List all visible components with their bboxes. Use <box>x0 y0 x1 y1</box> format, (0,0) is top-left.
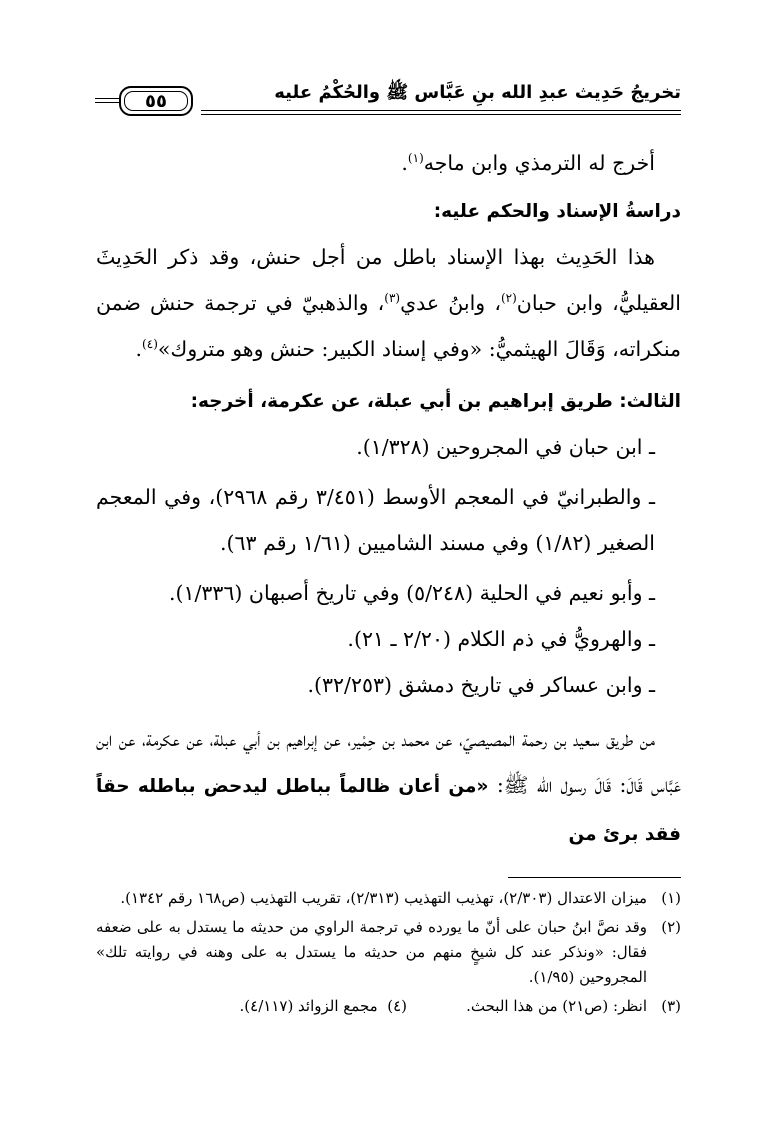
footnote-ref-1: (١) <box>407 151 424 166</box>
footnote-3: انظر: (ص٢١) من هذا البحث. <box>466 997 647 1015</box>
running-title: تخريجُ حَدِيث عبدِ الله بنِ عَبَّاس ﷺ والحُكْمُ عليه <box>274 82 681 103</box>
footnote-separator <box>508 877 681 878</box>
header-rule-bottom <box>201 114 681 115</box>
page-number-box <box>119 86 193 116</box>
footnotes <box>96 886 681 1023</box>
footnote-3-4 <box>96 994 681 1019</box>
footnote-4: مجمع الزوائد (٤/١١٧). <box>239 997 378 1015</box>
footnote-3-num: (٣) <box>661 997 681 1015</box>
footnote-ref-2: (٢) <box>500 291 517 306</box>
source-item-4: ـ والهرويُّ في ذم الكلام (٢/٢٠ ـ ٢١). <box>347 627 655 651</box>
section-heading-third-path: الثالث: طريق إبراهيم بن أبي عبلة، عن عكرمة، أخرجه: <box>190 391 681 412</box>
paragraph-1: أخرج له الترمذي وابن ماجه$^{(١)}$. <box>401 151 655 175</box>
section-heading-study: دراسةُ الإسناد والحكم عليه: <box>433 201 681 222</box>
source-item-3: ـ وأبو نعيم في الحلية (٥/٢٤٨) وفي تاريخ أصبهان (١/٣٣٦). <box>168 581 655 605</box>
source-item-1: ـ ابن حبان في المجروحين (١/٣٢٨). <box>356 435 655 459</box>
footnote-ref-4: (٤) <box>142 337 158 352</box>
header-rule-left-top <box>95 98 119 99</box>
footnote-4-num: (٤) <box>387 997 407 1015</box>
source-item-2: ـ والطبرانيّ في المعجم الأوسط (٣/٤٥١ رقم ٢٩٦٨)، وفي المعجم الصغير (١/٨٢) وفي مسند الشاميين (١/٦١ رقم ٦٣). <box>96 485 655 555</box>
source-item-5: ـ وابن عساكر في تاريخ دمشق (٣٢/٢٥٣). <box>307 673 655 697</box>
paragraph-2: هذا الحَدِيث بهذا الإسناد باطل من أجل حنش، وقد ذكر الحَدِيثَ العقيليُّ، وابن حبان$^{(٢)}$، وابنُ عدي$^{(٣)}$، والذهبيّ في ترجمة حنش ضمن منكراته، وَقَالَ الهيثميُّ: «وفي إسناد الكبير: حنش وهو متروك»$^{(٤)}$. <box>96 245 681 361</box>
footnote-1: (١) ميزان الاعتدال (٢/٣٠٣)، تهذيب التهذيب (٢/٣١٣)، تقريب التهذيب (ص١٦٨ رقم ١٣٤٢). <box>120 889 681 907</box>
footnote-2: (٢) وقد نصَّ ابنُ حبان على أنّ ما يورده في ترجمة الراوي من حديثه ما يستدل به على ضعفه فقال: «ونذكر عند كل شيخٍ منهم من حديثه ما يستدل به على وهنه في روايته تلك» المجروحين (١/٩٥). <box>96 918 681 986</box>
paragraph-3: من طريق سعيد بن رحمة المصيصيّ، عن محمد بن حِمْير، عن إبراهيم بن أبي عبلة، عن عكرمة، عن ابن عَبَّاس قَالَ: قَالَ رسول الله ﷺ: «من أعان ظالماً بباطل ليدحض بباطله حقاً فقد برئ من <box>96 727 681 845</box>
main-text <box>96 140 681 858</box>
footnote-ref-3: (٣) <box>384 291 401 306</box>
page-number: ٥٥ <box>145 90 167 112</box>
header-rule-left-bottom <box>95 102 119 103</box>
header-rule-top <box>201 110 681 111</box>
hadith-quote: «من أعان ظالماً بباطل ليدحض بباطله حقاً فقد برئ من <box>96 776 681 845</box>
page-header <box>95 80 681 124</box>
